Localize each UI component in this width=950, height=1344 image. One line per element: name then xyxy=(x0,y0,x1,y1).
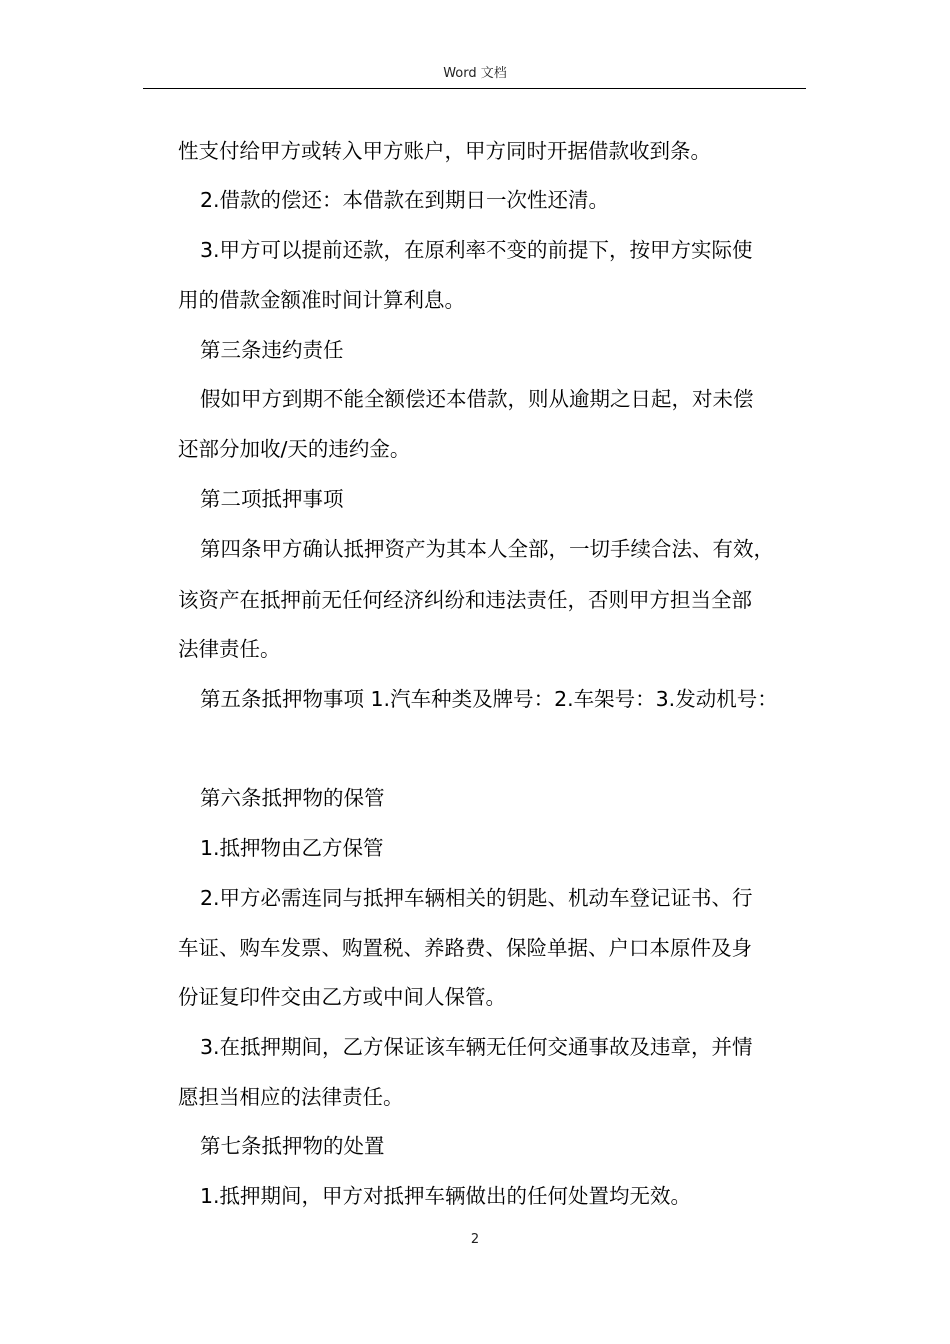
section-heading: 第二项抵押事项 xyxy=(200,487,344,511)
paragraph-line: 第五条抵押物事项 1.汽车种类及牌号：2.车架号：3.发动机号： xyxy=(200,687,778,711)
section-heading: 第三条违约责任 xyxy=(200,338,344,362)
paragraph-line: 假如甲方到期不能全额偿还本借款，则从逾期之日起，对未偿 xyxy=(200,387,754,411)
paragraph-line: 愿担当相应的法律责任。 xyxy=(178,1085,404,1109)
paragraph-line: 3.甲方可以提前还款，在原利率不变的前提下，按甲方实际使 xyxy=(200,238,753,262)
paragraph-line: 2.甲方必需连同与抵押车辆相关的钥匙、机动车登记证书、行 xyxy=(200,886,753,910)
page-number: 2 xyxy=(470,1232,480,1247)
header-title: Word 文档 xyxy=(443,66,507,81)
section-heading: 第六条抵押物的保管 xyxy=(200,786,385,810)
paragraph-line: 份证复印件交由乙方或中间人保管。 xyxy=(178,985,506,1009)
paragraph-line: 车证、购车发票、购置税、养路费、保险单据、户口本原件及身 xyxy=(178,936,752,960)
paragraph-line: 性支付给甲方或转入甲方账户，甲方同时开据借款收到条。 xyxy=(178,139,711,163)
paragraph-line: 3.在抵押期间，乙方保证该车辆无任何交通事故及违章，并情 xyxy=(200,1035,753,1059)
paragraph-line: 2.借款的偿还：本借款在到期日一次性还清。 xyxy=(200,188,610,212)
paragraph-line: 法律责任。 xyxy=(178,637,281,661)
paragraph-line: 第四条甲方确认抵押资产为其本人全部，一切手续合法、有效， xyxy=(200,537,774,561)
paragraph-line: 用的借款金额准时间计算利息。 xyxy=(178,288,465,312)
section-heading: 第七条抵押物的处置 xyxy=(200,1134,385,1158)
paragraph-line: 该资产在抵押前无任何经济纠纷和违法责任，否则甲方担当全部 xyxy=(178,588,752,612)
paragraph-line: 1.抵押期间，甲方对抵押车辆做出的任何处置均无效。 xyxy=(200,1184,692,1208)
paragraph-line: 1.抵押物由乙方保管 xyxy=(200,836,384,860)
paragraph-line: 还部分加收/天的违约金。 xyxy=(178,437,411,461)
header-divider xyxy=(143,88,806,89)
